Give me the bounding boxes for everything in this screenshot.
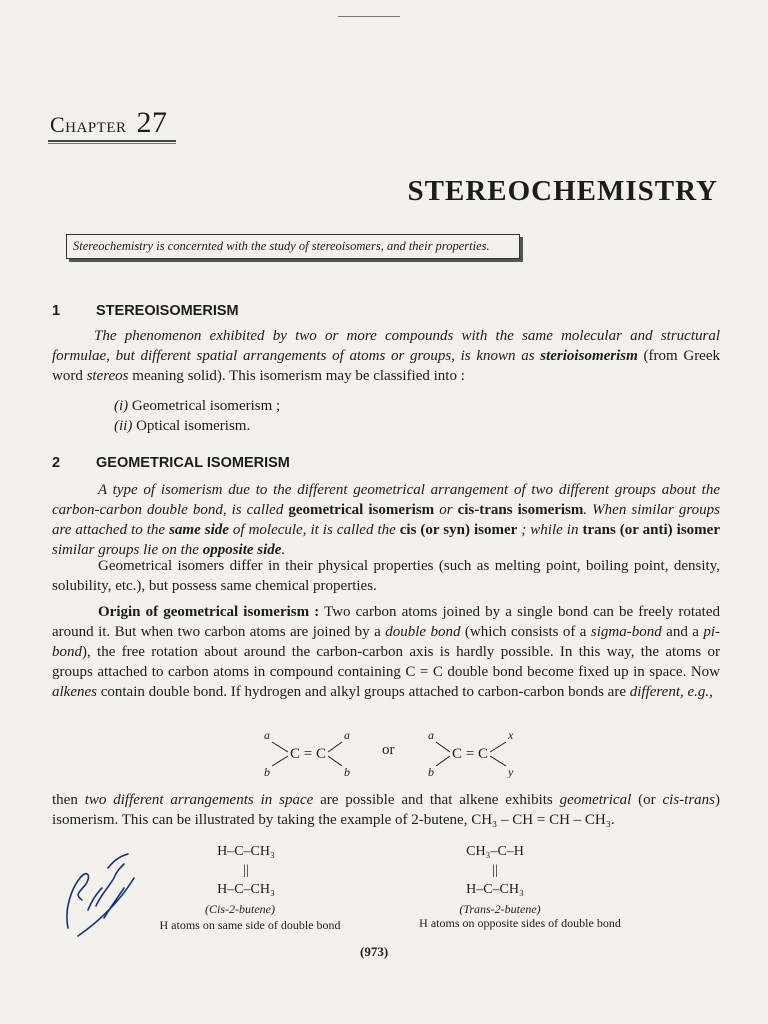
label-a: a — [344, 728, 350, 742]
paragraph-properties: Geometrical isomers differ in their physical properties (such as melting point, boiling point, density, solubility, etc.), but possess same chemical properties. — [52, 558, 720, 594]
text-run: ) isomerism. This can be illustrated by taking the example of 2-butene, CH₃ – CH = CH – CH₃. — [52, 792, 720, 828]
label-a: a — [264, 728, 270, 742]
lead-origin: Origin of geometrical isomerism : — [98, 604, 320, 620]
bond-line — [328, 756, 342, 766]
term-stereos: stereos — [86, 368, 129, 384]
bond-line — [436, 742, 450, 752]
term-alkenes: alkenes — [52, 684, 97, 700]
bond-line — [490, 756, 506, 766]
trans-caption: H atoms on opposite sides of double bond — [419, 916, 621, 930]
term-pi-bond: pi-bond — [52, 624, 720, 660]
label-b: b — [264, 765, 270, 778]
term-sterioisomerism: sterioisomerism — [540, 348, 638, 364]
text-run: meaning solid). This isomerism may be classified into : — [128, 368, 465, 384]
text-run: or — [434, 502, 458, 518]
text-run: A type of isomerism due to the different geometrical arrangement of two different groups about the carbon-carbon double bond, is called — [52, 482, 720, 518]
cis-caption: H atoms on same side of double bond — [159, 918, 341, 932]
core-cc: C = C — [452, 746, 488, 762]
term-trans-isomer: trans (or anti) isomer — [582, 522, 720, 538]
trans-name: (Trans-2-butene) — [459, 902, 541, 916]
double-bond-mark: || — [492, 863, 498, 878]
term-opposite-side: opposite side — [202, 542, 282, 558]
chapter-underline-thin — [48, 143, 176, 144]
cis-2-butene-structure — [196, 842, 296, 899]
structure-line: CH₃–C–H — [466, 844, 524, 859]
text-run: are possible and that alkene exhibits — [313, 792, 560, 808]
label-b: b — [428, 765, 434, 778]
term-geometrical-isomerism: geometrical isomerism — [288, 502, 435, 518]
chapter-word: Chapter — [50, 112, 127, 137]
structure-line: H–C–CH₃ — [217, 844, 275, 859]
term-sigma-bond: sigma-bond — [590, 624, 662, 640]
term-arrangements: two different arrangements in space — [84, 792, 314, 808]
text-run: similar groups lie on the — [52, 542, 203, 558]
handwritten-signature — [58, 848, 138, 938]
double-bond-mark: || — [243, 863, 249, 878]
chapter-number: 27 — [136, 106, 168, 139]
intro-box: Stereochemistry is concernted with the study of stereoisomers, and their properties. — [66, 234, 520, 259]
text-run: then — [52, 792, 85, 808]
text-run: (which consists of a — [460, 624, 591, 640]
alkene-examples — [250, 728, 530, 778]
chapter-title: STEREOCHEMISTRY — [407, 175, 718, 207]
text-run: and a — [661, 624, 704, 640]
text-run: of molecule, it is called the — [228, 522, 400, 538]
text-run: Two carbon atoms joined by a single bond can be freely rotated around it. But when two carbon atoms are joined by a — [52, 604, 721, 640]
term-cis-trans: cis-trans — [662, 792, 715, 808]
list-item — [114, 398, 280, 415]
label-x: x — [508, 728, 514, 742]
label-b: b — [344, 765, 350, 778]
bond-line — [272, 756, 288, 766]
paragraph-arrangements — [52, 790, 720, 830]
term-geometrical: geometrical — [559, 792, 632, 808]
section-title: STEREOISOMERISM — [96, 303, 239, 319]
structure-line: H–C–CH₃ — [466, 882, 524, 897]
cis-name: (Cis-2-butene) — [205, 902, 275, 916]
label-y: y — [508, 765, 514, 778]
list-text: Optical isomerism. — [136, 418, 251, 434]
text-run: The phenomenon exhibited by two or more compounds with the same molecular and structural formulae, but different spatial arrangements of atoms or groups, is known as — [52, 328, 720, 364]
label-a: a — [428, 728, 434, 742]
bond-line — [272, 742, 288, 752]
section-number: 1 — [52, 303, 61, 319]
text-run: . When similar groups are attached to the — [52, 502, 721, 538]
paragraph-stereoisomerism — [52, 326, 720, 386]
text-run: contain double bond. If hydrogen and alkyl groups attached to carbon-carbon bonds are — [96, 684, 630, 700]
or-text: or — [382, 742, 395, 758]
term-cis-trans: cis-trans isomerism — [457, 502, 584, 518]
bond-line — [490, 742, 506, 752]
text-run: . — [281, 542, 286, 558]
text-run: (or — [631, 792, 663, 808]
text-run: ), the free rotation about around the carbon-carbon axis is hardly possible. In this way, the atoms or groups attached to carbon atoms in compound containing C = C double bond become fixed up in space. Now — [52, 644, 720, 680]
section-heading-stereoisomerism — [52, 303, 239, 319]
term-cis-isomer: cis (or syn) isomer — [399, 522, 518, 538]
bond-line — [328, 742, 342, 752]
paragraph-definition — [52, 480, 720, 560]
text-run: (from Greek word — [52, 348, 720, 384]
list-marker: (i) — [114, 398, 129, 414]
section-title: GEOMETRICAL ISOMERISM — [96, 455, 290, 471]
term-double-bond: double bond — [385, 624, 461, 640]
list-text: Geometrical isomerism ; — [131, 398, 281, 414]
section-number: 2 — [52, 455, 61, 471]
term-eg: different, e.g., — [629, 684, 713, 700]
chapter-label — [50, 106, 168, 140]
core-cc: C = C — [290, 746, 326, 762]
term-same-side: same side — [169, 522, 229, 538]
paragraph-origin — [52, 602, 720, 702]
list-marker: (ii) — [114, 418, 133, 434]
text-run: ; while in — [517, 522, 583, 538]
structure-line: H–C–CH₃ — [217, 882, 275, 897]
chapter-underline — [48, 140, 176, 142]
list-item — [114, 418, 250, 435]
section-heading-geometrical — [52, 455, 290, 471]
trans-2-butene-structure — [440, 842, 550, 899]
header-rule — [338, 16, 400, 17]
bond-line — [436, 756, 450, 766]
page-number: (973) — [360, 944, 389, 959]
